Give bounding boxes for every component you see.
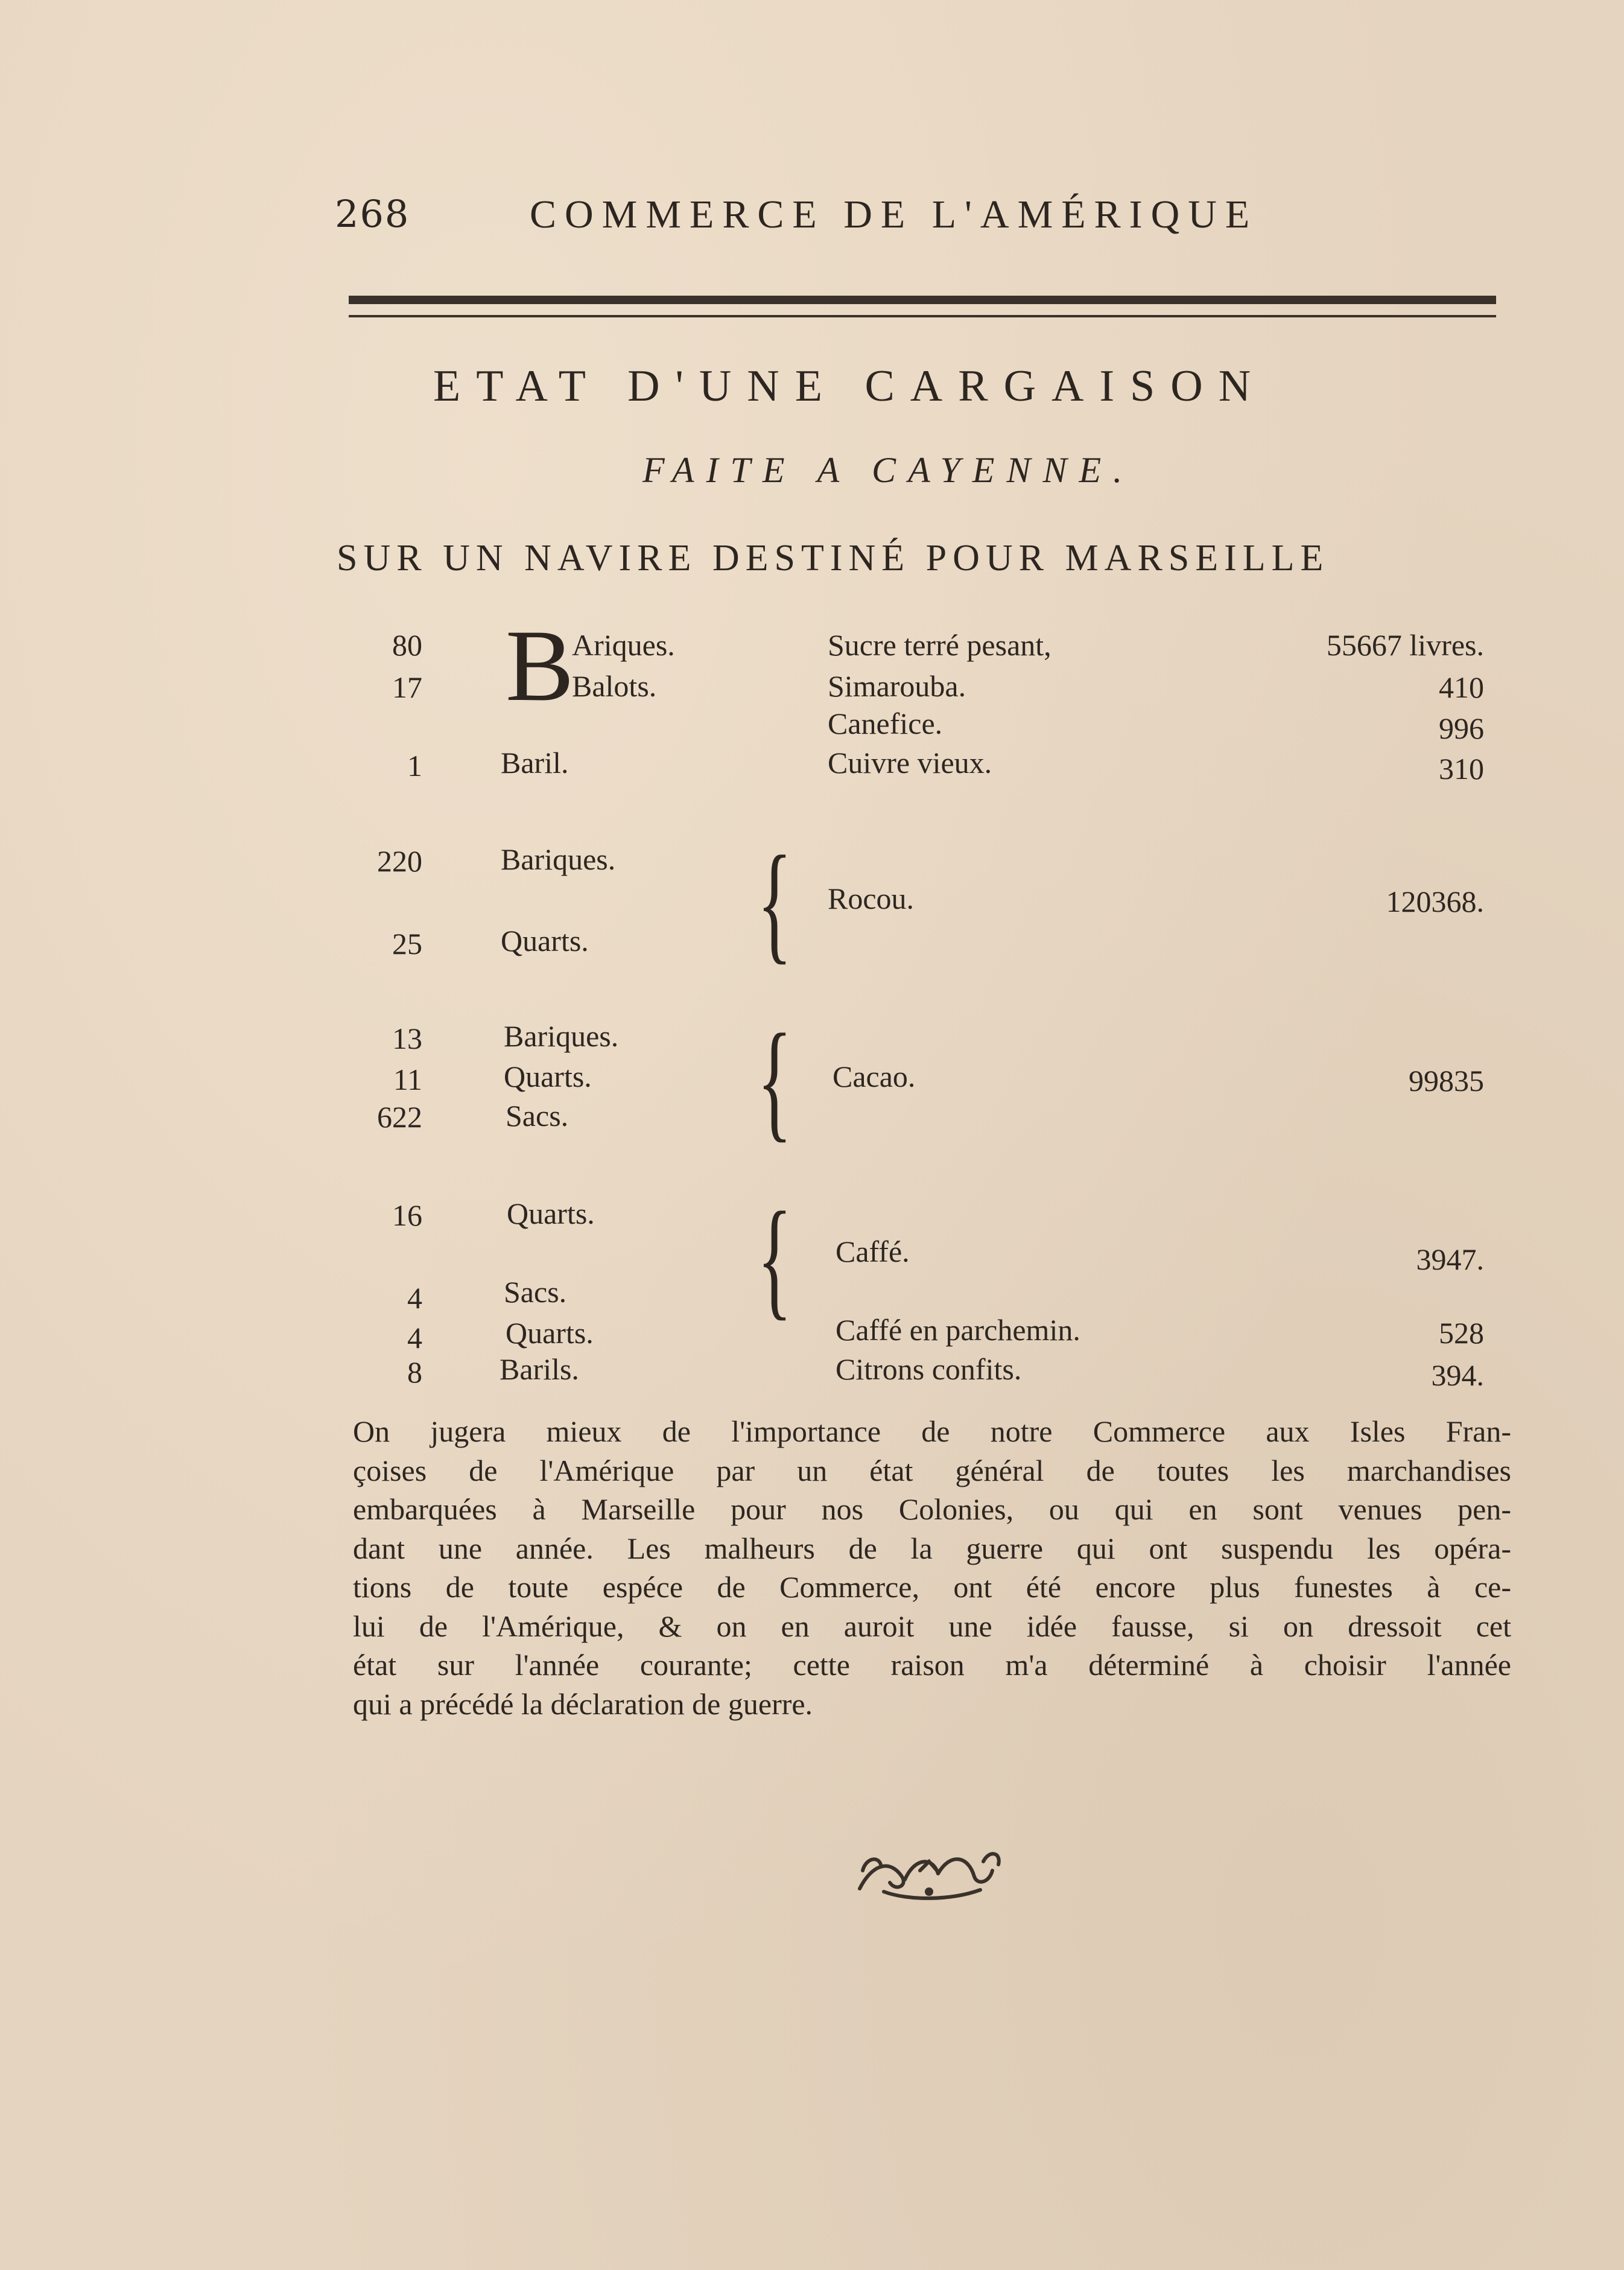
paragraph-line: çoises de l'Amérique par un état général de toutes les marchandises <box>353 1453 1511 1487</box>
goods-cell: Rocou. <box>828 882 915 915</box>
qty-cell: 8 <box>407 1355 422 1389</box>
goods-cell: Canefice. <box>828 707 943 740</box>
qty-cell: 220 <box>377 844 422 878</box>
container-cell: Bariques. <box>504 1019 619 1053</box>
paragraph-line: tions de toute espéce de Commerce, ont été encore plus funestes à ce- <box>353 1570 1511 1604</box>
sub-title: FAITE A CAYENNE. <box>642 450 1135 490</box>
dropcap-letter: B <box>506 609 574 722</box>
qty-cell: 25 <box>392 927 422 961</box>
qty-cell: 1 <box>407 749 422 783</box>
paragraph-line: lui de l'Amérique, & on en auroit une idée fausse, si on dressoit cet <box>353 1609 1511 1643</box>
tailpiece-ornament-icon <box>848 1834 1010 1907</box>
weight-cell: 3947. <box>1416 1242 1484 1276</box>
qty-cell: 13 <box>392 1022 422 1055</box>
container-cell: Quarts. <box>507 1197 595 1230</box>
header-rule-thin <box>349 315 1496 317</box>
goods-cell: Sucre terré pesant, <box>828 628 1051 662</box>
container-cell: Sacs. <box>504 1275 567 1309</box>
goods-cell: Cacao. <box>833 1060 916 1093</box>
paragraph-line: qui a précédé la déclaration de guerre. <box>353 1687 813 1721</box>
weight-cell: 410 <box>1439 670 1484 704</box>
weight-cell: 394. <box>1431 1358 1484 1392</box>
container-cell: Quarts. <box>501 924 589 958</box>
goods-cell: Caffé. <box>836 1235 910 1268</box>
body-paragraph <box>353 1412 1511 1723</box>
container-cell: Barils. <box>500 1352 579 1386</box>
destination-title: SUR UN NAVIRE DESTINÉ POUR MARSEILLE <box>337 538 1330 579</box>
weight-cell: 55667 livres. <box>1326 628 1484 662</box>
brace-bracket: { <box>757 1184 793 1332</box>
paragraph-line: embarquées à Marseille pour nos Colonies, ou qui en sont venues pen- <box>353 1492 1511 1526</box>
qty-cell: 80 <box>392 628 422 662</box>
weight-cell: 120368. <box>1386 885 1484 918</box>
main-title: ETAT D'UNE CARGAISON <box>433 361 1267 411</box>
page-number: 268 <box>335 192 410 236</box>
qty-cell: 4 <box>407 1321 422 1355</box>
container-cell: Quarts. <box>504 1060 592 1093</box>
running-title: COMMERCE DE L'AMÉRIQUE <box>530 192 1258 237</box>
weight-cell: 99835 <box>1409 1064 1484 1098</box>
weight-cell: 996 <box>1439 711 1484 745</box>
paragraph-line: état sur l'année courante; cette raison m'a déterminé à choisir l'année <box>353 1648 1511 1682</box>
header-rule-thick <box>349 296 1496 304</box>
goods-cell: Simarouba. <box>828 669 966 703</box>
brace-bracket: { <box>757 828 793 976</box>
paragraph-line: dant une année. Les malheurs de la guerre qui ont suspendu les opéra- <box>353 1531 1511 1565</box>
goods-cell: Cuivre vieux. <box>828 746 992 780</box>
container-cell: Ariques. <box>572 628 675 662</box>
qty-cell: 16 <box>392 1198 422 1232</box>
container-cell: Baril. <box>501 746 569 780</box>
weight-cell: 310 <box>1439 752 1484 786</box>
qty-cell: 17 <box>392 670 422 704</box>
weight-cell: 528 <box>1439 1316 1484 1350</box>
qty-cell: 4 <box>407 1281 422 1315</box>
container-cell: Bariques. <box>501 842 616 876</box>
container-cell: Quarts. <box>506 1316 594 1350</box>
container-cell: Balots. <box>572 669 657 703</box>
goods-cell: Citrons confits. <box>836 1352 1022 1386</box>
paragraph-line: On jugera mieux de l'importance de notre Commerce aux Isles Fran- <box>353 1414 1511 1448</box>
container-cell: Sacs. <box>506 1099 569 1133</box>
qty-cell: 11 <box>393 1063 422 1096</box>
qty-cell: 622 <box>377 1100 422 1134</box>
goods-cell: Caffé en parchemin. <box>836 1313 1080 1347</box>
brace-bracket: { <box>757 1006 793 1154</box>
